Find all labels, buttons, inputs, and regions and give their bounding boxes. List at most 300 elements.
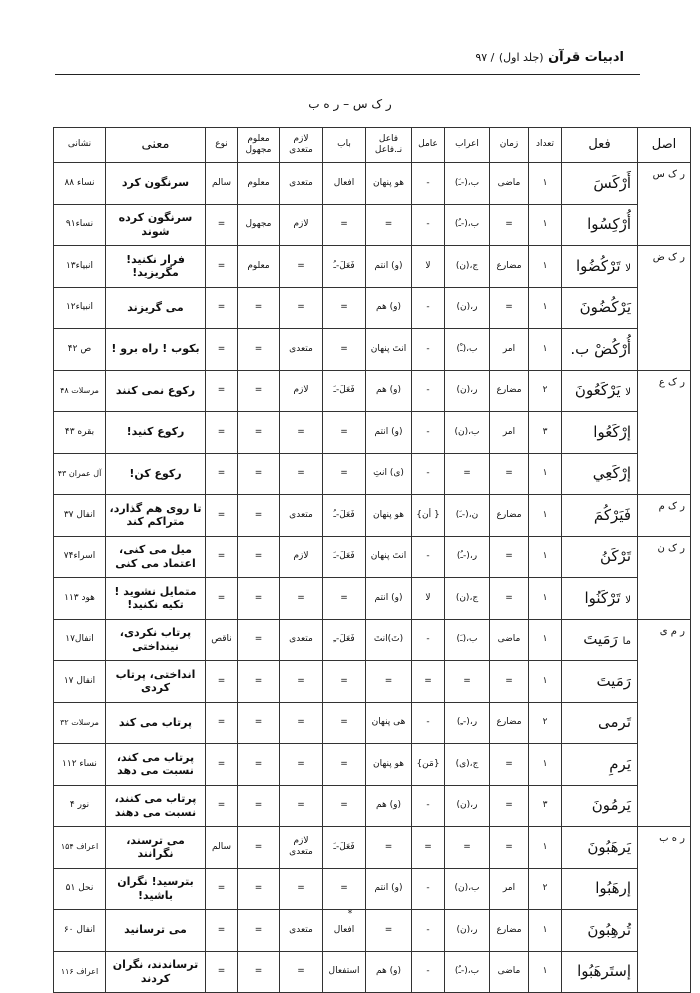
header-divider [55,74,640,75]
cell-count: ۲ [529,702,562,744]
cell-verb [562,412,638,454]
cell-fail: (و) هم [366,370,412,412]
cell-mean: پرتاب می کنند، نسبت می دهند [106,785,206,827]
cell-mal: = [238,785,280,827]
cell-mal: = [238,661,280,703]
cell-bab: = [323,868,366,910]
book-title: ادبیات قرآن [548,50,624,65]
cell-laz: لازم [280,536,323,578]
cell-mean: سرنگون کرد [106,163,206,205]
cell-root [638,578,691,620]
cell-laz: = [280,412,323,454]
col-header: عامل [412,128,445,163]
cell-type: = [206,744,238,786]
cell-mal: = [238,827,280,869]
cell-type: سالم [206,163,238,205]
table-row [54,287,691,329]
cell-count: ۳ [529,785,562,827]
cell-amil: - [412,619,445,661]
cell-addr: نساء ۸۸ [54,163,106,205]
table-row [54,163,691,205]
cell-count: ۱ [529,495,562,537]
cell-mal: = [238,370,280,412]
table-row [54,453,691,495]
col-header: نشانی [54,128,106,163]
cell-mean: بکوب ! راه برو ! [106,329,206,371]
cell-count: ۱ [529,619,562,661]
cell-mal: = [238,329,280,371]
cell-verb [562,246,638,288]
cell-mal: = [238,578,280,620]
col-header: لازم متعدی [280,128,323,163]
cell-tense: مضارع [490,495,529,537]
cell-root: ر ک ن [638,536,691,578]
table-row [54,785,691,827]
cell-type: = [206,329,238,371]
cell-bab: = [323,661,366,703]
cell-type: = [206,951,238,993]
cell-laz: = [280,287,323,329]
cell-amil: - [412,287,445,329]
cell-addr: انفال ۳۷ [54,495,106,537]
cell-laz: لازم متعدی [280,827,323,869]
cell-amil: - [412,868,445,910]
cell-type: = [206,287,238,329]
cell-fail: = [366,910,412,952]
cell-root: ر ک ع [638,370,691,412]
cell-mean: میل می کنی، اعتماد می کنی [106,536,206,578]
cell-tense: = [490,578,529,620]
cell-count: ۱ [529,744,562,786]
cell-type: = [206,370,238,412]
verb-form: تَرْكَنُ [599,547,631,566]
table-row [54,204,691,246]
cell-amil: - [412,536,445,578]
cell-mal: = [238,495,280,537]
cell-mean: می ترسانید [106,910,206,952]
cell-bab: افعال [323,163,366,205]
cell-root [638,785,691,827]
cell-tense: = [490,204,529,246]
cell-bab: = [323,329,366,371]
cell-laz: = [280,744,323,786]
table-row [54,370,691,412]
cell-root: ر ک ض [638,246,691,288]
page-header [62,50,624,65]
cell-fail: (و) انتم [366,868,412,910]
cell-root [638,951,691,993]
cell-mal: = [238,619,280,661]
cell-erab: ب،(ن) [445,868,490,910]
cell-root: ر م ی [638,619,691,661]
cell-erab: = [445,827,490,869]
verb-table [53,127,691,993]
cell-fail: هو پنهان [366,744,412,786]
cell-bab: افعال [323,910,366,952]
cell-fail: = [366,661,412,703]
verb-form: أَرْكَسَ [593,173,631,192]
cell-mean: پرتاب نکردی، نینداختی [106,619,206,661]
cell-fail: (ی) انتِ [366,453,412,495]
verb-form: يَرمُونَ [591,796,631,815]
cell-root [638,702,691,744]
cell-bab: = [323,204,366,246]
cell-type: = [206,910,238,952]
cell-addr: مرسلات ۳۲ [54,702,106,744]
cell-fail: = [366,827,412,869]
col-header: معنی [106,128,206,163]
cell-count: ۱ [529,536,562,578]
table-row [54,827,691,869]
cell-verb [562,578,638,620]
cell-amil: = [412,827,445,869]
cell-root: ر ک م [638,495,691,537]
cell-fail: (و) هم [366,951,412,993]
cell-tense: مضارع [490,370,529,412]
cell-erab: = [445,453,490,495]
col-header: اعراب [445,128,490,163]
verb-form: تَرمی [598,713,631,732]
cell-erab: ب،(ـْ) [445,329,490,371]
cell-mean: رکوع کن! [106,453,206,495]
cell-tense: مضارع [490,246,529,288]
cell-count: ۲ [529,868,562,910]
verb-form: رَمَيتَ [583,630,618,649]
cell-fail: (و) انتم [366,578,412,620]
cell-mean: می ترسند، نگرانند [106,827,206,869]
cell-addr: ص ۴۲ [54,329,106,371]
cell-tense: = [490,785,529,827]
cell-count: ۱ [529,827,562,869]
cell-laz: = [280,702,323,744]
cell-erab: = [445,661,490,703]
cell-root: ر ک س [638,163,691,205]
cell-tense: = [490,536,529,578]
cell-amil: {مَن} [412,744,445,786]
verb-form: تَرْكَنُوا [584,588,621,607]
cell-bab: = [323,578,366,620]
cell-mal: = [238,910,280,952]
cell-laz: متعدی [280,329,323,371]
cell-erab: ج،(ن) [445,578,490,620]
cell-fail: هو پنهان [366,163,412,205]
cell-root [638,329,691,371]
cell-verb [562,370,638,412]
cell-erab: ر،(-ـُ) [445,536,490,578]
cell-count: ۳ [529,412,562,454]
cell-addr: اعراف ۱۱۶ [54,951,106,993]
cell-mean: پرتاب می کند، نسبت می دهد [106,744,206,786]
cell-fail: (و) انتم [366,246,412,288]
cell-laz: = [280,785,323,827]
cell-count: ۱ [529,578,562,620]
cell-mal: = [238,287,280,329]
cell-tense: = [490,287,529,329]
cell-laz: = [280,951,323,993]
cell-tense: = [490,827,529,869]
table-row [54,661,691,703]
verb-form: فَيَرْكُمَ [593,505,631,524]
verb-form: إرْكَعُوا [593,422,631,441]
cell-addr: نساء۹۱ [54,204,106,246]
verb-form: إرْكَعِي [592,464,631,483]
cell-type: = [206,412,238,454]
cell-verb [562,744,638,786]
cell-addr: انبیاء۱۳ [54,246,106,288]
cell-verb [562,536,638,578]
cell-count: ۱ [529,246,562,288]
table-row [54,578,691,620]
cell-erab: ج،(ی) [445,744,490,786]
cell-addr: انبیاء۱۲ [54,287,106,329]
cell-tense: امر [490,412,529,454]
cell-mal: = [238,412,280,454]
cell-verb [562,827,638,869]
cell-root: ر ه ب [638,827,691,869]
verb-form: تَرْكُضُوا [575,256,621,275]
cell-tense: = [490,744,529,786]
cell-laz: متعدی [280,495,323,537]
cell-amil: - [412,785,445,827]
verb-form: إستَرهَبُوا [577,962,631,981]
cell-laz: = [280,578,323,620]
volume-label: (جلد اول) [498,51,544,64]
cell-fail: هی پنهان [366,702,412,744]
cell-root [638,287,691,329]
negation-particle: لا [625,594,631,606]
verb-form: يَرْكَعُونَ [574,381,621,400]
cell-tense: ماضی [490,619,529,661]
verb-form: رَمَيتَ [596,671,631,690]
cell-mal: = [238,744,280,786]
cell-addr: هود ۱۱۳ [54,578,106,620]
cell-laz: متعدی [280,910,323,952]
cell-mean: رکوع کنید! [106,412,206,454]
cell-root [638,204,691,246]
cell-laz: = [280,868,323,910]
cell-addr: آل عمران ۴۳ [54,453,106,495]
table-row [54,619,691,661]
cell-laz: = [280,661,323,703]
cell-count: ۱ [529,287,562,329]
cell-root [638,744,691,786]
cell-mal: = [238,868,280,910]
cell-erab: ب،(ـَ) [445,619,490,661]
cell-mean: رکوع نمی کنند [106,370,206,412]
cell-verb [562,951,638,993]
cell-count: ۲ [529,370,562,412]
cell-bab: = [323,287,366,329]
table-row [54,702,691,744]
cell-amil: - [412,329,445,371]
cell-tense: امر [490,329,529,371]
cell-mal: مجهول [238,204,280,246]
cell-erab: ر،(ن) [445,910,490,952]
cell-laz: متعدی [280,619,323,661]
cell-mean: ترساندند، نگران کردند [106,951,206,993]
cell-root [638,412,691,454]
cell-verb [562,329,638,371]
cell-bab: فَعَلَ-ـُ [323,495,366,537]
verb-form: يَرمِ [609,754,631,773]
verb-form: يَرهَبُونَ [587,837,631,856]
cell-mean: می گریزند [106,287,206,329]
table-row [54,868,691,910]
cell-tense: مضارع [490,702,529,744]
cell-count: ۱ [529,661,562,703]
cell-type: = [206,453,238,495]
cell-fail: (و) هم [366,785,412,827]
cell-amil: - [412,204,445,246]
cell-laz: = [280,453,323,495]
cell-mal: = [238,951,280,993]
cell-verb [562,785,638,827]
cell-mal: معلوم [238,246,280,288]
cell-tense: مضارع [490,910,529,952]
cell-erab: ن،(-ـَ) [445,495,490,537]
verb-form: يَرْكُضُونَ [579,298,631,317]
cell-type: = [206,702,238,744]
cell-mean: متمایل نشوید ! تکیه نکنید! [106,578,206,620]
header-row [54,128,691,163]
cell-bab: = [323,453,366,495]
cell-mean: پرتاب می کند [106,702,206,744]
cell-count: ۱ [529,329,562,371]
cell-tense: امر [490,868,529,910]
cell-amil: { أن} [412,495,445,537]
cell-mean: فرار نکنید! مگریزید! [106,246,206,288]
cell-amil: - [412,702,445,744]
cell-amil: - [412,951,445,993]
col-header: معلوم مجهول [238,128,280,163]
cell-count: ۱ [529,951,562,993]
cell-bab: فَعَلَ-ـُ [323,246,366,288]
negation-particle: لا [625,262,631,274]
cell-verb [562,204,638,246]
cell-mean: تا روی هم گذارد، متراکم کند [106,495,206,537]
verb-form: أُرْكِسُوا [587,215,631,234]
cell-addr: انفال۱۷ [54,619,106,661]
cell-verb [562,163,638,205]
cell-fail: = [366,204,412,246]
cell-erab: ر،(ن) [445,370,490,412]
cell-erab: ب،(-ـُ) [445,951,490,993]
cell-laz: متعدی [280,163,323,205]
cell-type: = [206,246,238,288]
cell-root [638,661,691,703]
cell-bab: فَعَلَ-ـَ [323,370,366,412]
cell-addr: نور ۴ [54,785,106,827]
cell-bab: فَعَلَ-ـِ [323,619,366,661]
cell-addr: انفال ۱۷ [54,661,106,703]
cell-type: = [206,204,238,246]
negation-particle: لا [625,387,631,399]
col-header: باب [323,128,366,163]
cell-type: = [206,495,238,537]
col-header: زمان [490,128,529,163]
cell-mal: = [238,453,280,495]
col-header: فاعل نـ.فاعل [366,128,412,163]
cell-root [638,868,691,910]
cell-count: ۱ [529,453,562,495]
table-row [54,536,691,578]
col-header: فعل [562,128,638,163]
cell-type: = [206,785,238,827]
cell-verb [562,702,638,744]
cell-fail: انتَ پنهان [366,329,412,371]
cell-amil: لا [412,246,445,288]
cell-verb [562,453,638,495]
cell-erab: ر،(ن) [445,287,490,329]
cell-erab: ب،(-ـُ) [445,204,490,246]
cell-erab: ب،(ن) [445,412,490,454]
cell-amil: - [412,910,445,952]
cell-bab: = [323,785,366,827]
cell-erab: ر،(ن) [445,785,490,827]
cell-addr: مرسلات ۴۸ [54,370,106,412]
cell-erab: ب،(-ـَ) [445,163,490,205]
cell-tense: = [490,661,529,703]
cell-laz: = [280,246,323,288]
cell-amil: لا [412,578,445,620]
cell-bab: فَعَلَ-ـَ [323,536,366,578]
cell-amil: - [412,370,445,412]
verb-form: إرهَبُوا [595,879,631,898]
cell-addr: نحل ۵۱ [54,868,106,910]
cell-amil: - [412,453,445,495]
cell-count: ۱ [529,163,562,205]
cell-count: ۱ [529,204,562,246]
cell-addr: نساء ۱۱۲ [54,744,106,786]
cell-fail: (و) هم [366,287,412,329]
cell-mal: = [238,536,280,578]
cell-addr: اسراء۷۴ [54,536,106,578]
section-title: ر ک س – ر ه ب [308,97,392,111]
cell-erab: ج،(ن) [445,246,490,288]
cell-mal: معلوم [238,163,280,205]
cell-addr: اعراف ۱۵۴ [54,827,106,869]
cell-verb [562,287,638,329]
cell-type: سالم [206,827,238,869]
cell-count: ۱ [529,910,562,952]
cell-bab: = [323,744,366,786]
col-header: اصل [638,128,691,163]
verb-form: أُرْكُضْ ب. [570,339,631,358]
cell-fail: هو پنهان [366,495,412,537]
cell-fail: (تَ)انتَ [366,619,412,661]
cell-verb [562,619,638,661]
table-row [54,744,691,786]
cell-mean: بترسید! نگران باشید! [106,868,206,910]
footer-mark: * [347,909,353,919]
table-row [54,329,691,371]
cell-type: ناقص [206,619,238,661]
negation-particle: ما [622,636,631,648]
cell-bab: فَعَلَ-ـَ [323,827,366,869]
cell-type: = [206,661,238,703]
cell-type: = [206,868,238,910]
cell-root [638,453,691,495]
cell-erab: ر،(-ـِ) [445,702,490,744]
cell-amil: - [412,163,445,205]
page-number: / ۹۷ [475,51,495,64]
cell-laz: لازم [280,370,323,412]
cell-type: = [206,578,238,620]
cell-mal: = [238,702,280,744]
col-header: تعداد [529,128,562,163]
cell-mean: انداختی، پرتاب کردی [106,661,206,703]
cell-fail: انتَ پنهان [366,536,412,578]
